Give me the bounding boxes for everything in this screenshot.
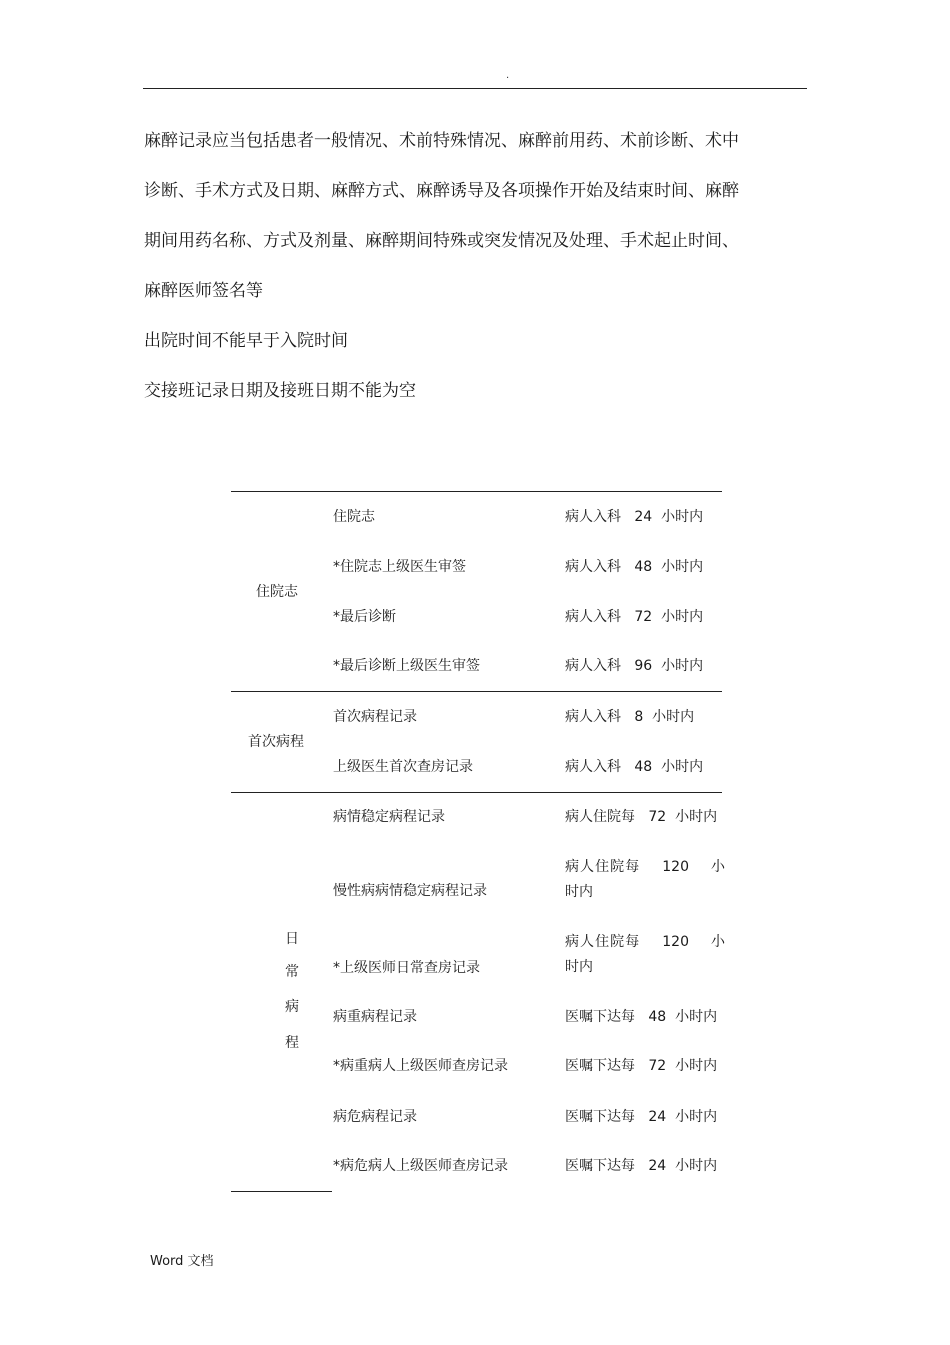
table-row-item: 上级医生首次查房记录 bbox=[333, 759, 473, 775]
group-label-first-course: 首次病程 bbox=[248, 734, 304, 750]
table-group-rule bbox=[231, 792, 722, 793]
table-row-item: *住院志上级医生审签 bbox=[333, 559, 466, 575]
table-row-time: 医嘱下达每 24 小时内 bbox=[565, 1158, 718, 1174]
table-group-rule bbox=[231, 691, 722, 692]
table-row-item: *病危病人上级医师查房记录 bbox=[333, 1158, 508, 1174]
table-row-time: 医嘱下达每 24 小时内 bbox=[565, 1109, 718, 1125]
table-row-item: *病重病人上级医师查房记录 bbox=[333, 1058, 508, 1074]
header-rule bbox=[143, 88, 807, 89]
table-row-item: 慢性病病情稳定病程记录 bbox=[333, 883, 487, 899]
table-top-rule bbox=[231, 491, 722, 492]
paragraph-anesthesia-line-2: 诊断、手术方式及日期、麻醉方式、麻醉诱导及各项操作开始及结束时间、麻醉 bbox=[144, 181, 739, 201]
group-label-daily-course-char: 日 bbox=[285, 931, 299, 947]
table-row-time: 病人入科 48 小时内 bbox=[565, 559, 704, 575]
table-row-time: 病人入科 24 小时内 bbox=[565, 509, 704, 525]
table-row-time: 病人入科 96 小时内 bbox=[565, 658, 704, 674]
table-row-item: 病情稳定病程记录 bbox=[333, 809, 445, 825]
table-row-item: *最后诊断 bbox=[333, 609, 396, 625]
table-row-time: 病人入科 8 小时内 bbox=[565, 709, 695, 725]
table-bottom-rule bbox=[231, 1191, 332, 1192]
table-row-time: 医嘱下达每 72 小时内 bbox=[565, 1058, 718, 1074]
group-label-daily-course-char: 程 bbox=[285, 1035, 299, 1051]
table-row-time: 病人入科 48 小时内 bbox=[565, 759, 704, 775]
table-row-time: 病人住院每 72 小时内 bbox=[565, 809, 718, 825]
group-label-daily-course-char: 病 bbox=[285, 999, 299, 1015]
table-row-item: *最后诊断上级医生审签 bbox=[333, 658, 480, 674]
table-row-time: 病人住院每 120 小时内 bbox=[565, 859, 725, 900]
table-row-time: 医嘱下达每 48 小时内 bbox=[565, 1009, 718, 1025]
table-row-time: 病人入科 72 小时内 bbox=[565, 609, 704, 625]
group-label-daily-course-char: 常 bbox=[285, 964, 299, 980]
footer-label: Word 文档 bbox=[150, 1254, 214, 1269]
table-row-item: 病重病程记录 bbox=[333, 1009, 417, 1025]
table-row-item: 病危病程记录 bbox=[333, 1109, 417, 1125]
header-mark: . bbox=[506, 70, 510, 81]
table-row-item: 首次病程记录 bbox=[333, 709, 417, 725]
paragraph-anesthesia-line-4: 麻醉医师签名等 bbox=[144, 281, 263, 301]
paragraph-discharge-rule: 出院时间不能早于入院时间 bbox=[144, 331, 348, 351]
paragraph-handover-rule: 交接班记录日期及接班日期不能为空 bbox=[144, 381, 416, 401]
group-label-admission: 住院志 bbox=[256, 584, 298, 600]
paragraph-anesthesia-line-3: 期间用药名称、方式及剂量、麻醉期间特殊或突发情况及处理、手术起止时间、 bbox=[144, 231, 739, 251]
paragraph-anesthesia-line-1: 麻醉记录应当包括患者一般情况、术前特殊情况、麻醉前用药、术前诊断、术中 bbox=[144, 131, 739, 151]
table-row-time: 病人住院每 120 小时内 bbox=[565, 934, 725, 975]
table-row-item: *上级医师日常查房记录 bbox=[333, 960, 480, 976]
table-row-item: 住院志 bbox=[333, 509, 375, 525]
